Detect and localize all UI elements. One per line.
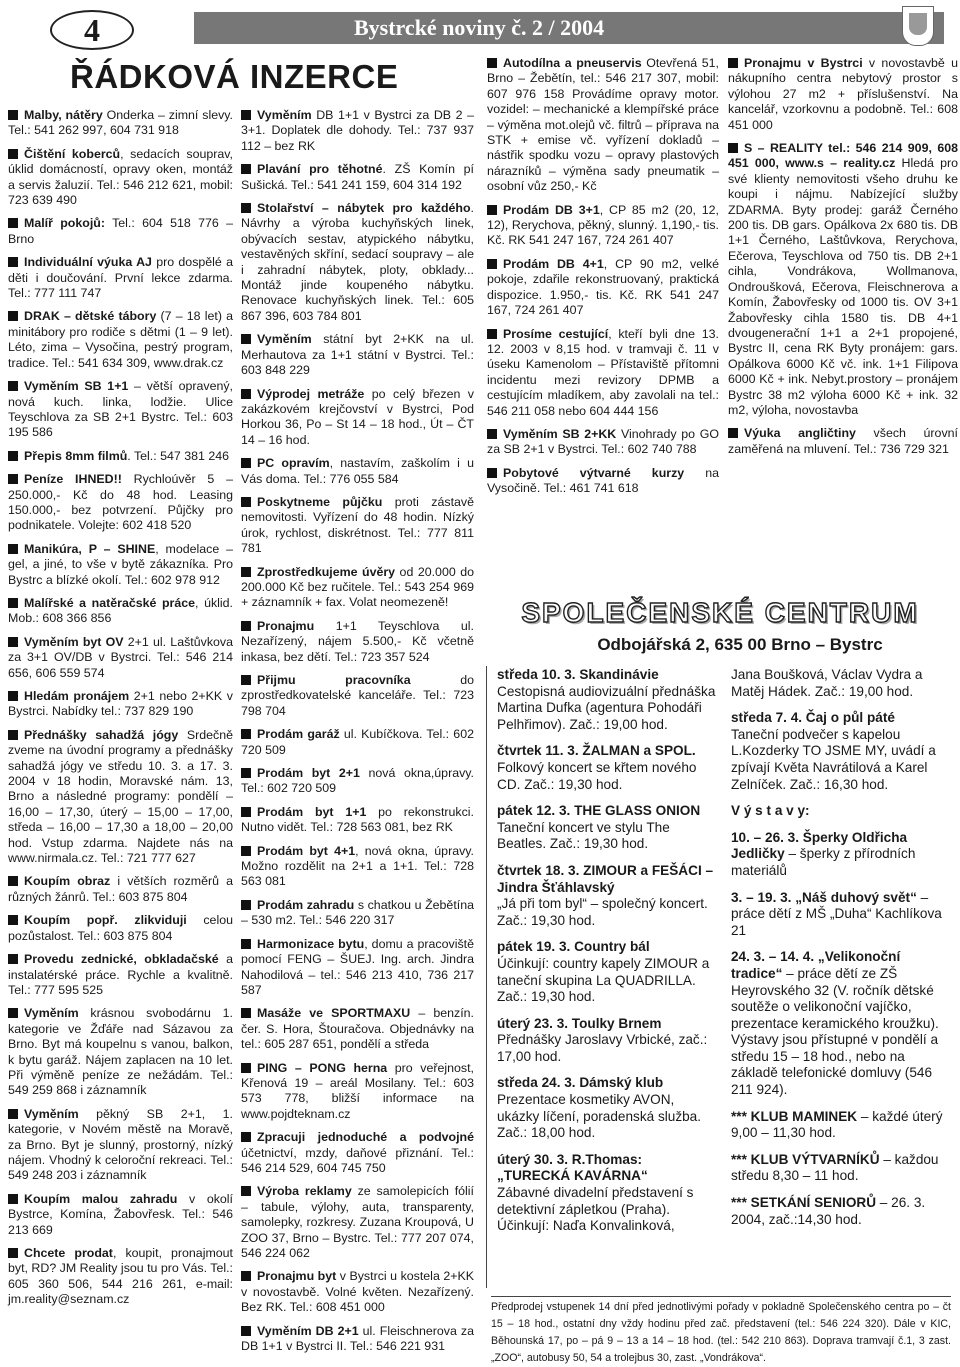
bullet-square-icon <box>487 259 497 269</box>
classified-ad <box>241 456 474 487</box>
ad-headline: Provedu zednické, obkladačské <box>24 952 219 967</box>
event-heading: 3. – 19. 3. „Náš duhový svět“ <box>731 889 917 905</box>
bullet-square-icon <box>241 389 251 399</box>
bullet-square-icon <box>8 1109 18 1119</box>
event-heading: středa 7. 4. Čaj o půl páté <box>731 710 895 726</box>
bullet-square-icon <box>241 621 251 631</box>
bullet-square-icon <box>8 311 18 321</box>
event-item <box>731 803 953 820</box>
ad-body: od 20.000 do 200.000 Kč bez ručitele. Tel.: 543 254 969 + záznamník + fax. Volat neomezeně! <box>241 564 474 610</box>
bullet-square-icon <box>8 110 18 120</box>
event-heading: středa 24. 3. Dámský klub <box>497 1075 664 1091</box>
ad-headline: Přepis 8mm filmů <box>24 448 128 463</box>
ad-headline: Výuka angličtiny <box>744 426 856 441</box>
classified-ad <box>241 937 474 999</box>
ad-headline: Plavání pro těhotné <box>257 162 383 177</box>
ad-headline: Vyměním byt OV <box>24 634 124 649</box>
ad-body: , nová okna, úpravy. Možno rozdělit na 2+1 a 1+1. Tel.: 728 563 081 <box>241 843 474 889</box>
bullet-square-icon <box>241 110 251 120</box>
event-text: Cestopisná audiovizuální přednáška Martina Dufka (agentura Pohodáři Pelhřimov). Zač.: 19,00 hod. <box>497 683 716 732</box>
ad-headline: Pobytové výtvarné kurzy <box>503 465 685 480</box>
ad-body: a instalatérské práce. Rychle a kvalitně. Tel.: 777 595 525 <box>8 952 233 997</box>
event-text: – práce dětí ze ZŠ Heyrovského 32 (V. ročník dětské soutěže o velikonoční vajíčko, prezentace keramického kroužku). Výstavy jsou přístupné v pondělí a středu 15 – 18 hod., nebo na základě telefonické domluvy (546 211 924). <box>731 965 939 1098</box>
ad-body: Srdečně zveme na úvodní programy a přednášky sahadžá jógy ve středu 10. 3. a 17. 3. 2004 v 18 hodin, Moravské nám. 13, Brno a následné programy: pondělí – 16,00 – 17,30, úterý – 15,00 – 17,00, středa – 16,00 – 17,30 a 18,00 – 20,00 hod. Vstup zdarma. Najdete nás na www.nirmala.cz. Tel.: 721 777 627 <box>8 727 233 866</box>
ad-headline: Pronajmu v Bystrci <box>744 56 863 70</box>
ad-body: ul. Kubíčkova. Tel.: 602 720 509 <box>241 727 474 757</box>
event-heading: pátek 12. 3. THE GLASS ONION <box>497 803 701 819</box>
classified-ad <box>487 427 719 458</box>
ad-headline: Prodám DB 3+1 <box>503 202 600 217</box>
bullet-square-icon <box>8 1194 18 1204</box>
ad-headline: Manikúra, P – SHINE <box>24 541 156 556</box>
bullet-square-icon <box>241 497 251 507</box>
classified-ad <box>8 449 233 464</box>
ad-headline: Chcete prodat <box>24 1246 113 1260</box>
ad-body: . ZŠ Komín pí Sušická. Tel.: 541 241 159, 604 314 192 <box>241 162 474 192</box>
classified-ad <box>241 1269 474 1315</box>
bullet-square-icon <box>487 429 497 439</box>
ad-headline: Malířské a natěračské práce <box>24 595 196 610</box>
classified-ad <box>8 147 233 209</box>
ad-body: , CP 90 m2, velké pokoje, zdařile rekonstruovaný, praktická dispozice. 1.950,- tis. Kč. RK 541 247 167, 724 261 407 <box>487 256 719 318</box>
bullet-square-icon <box>241 1063 251 1073</box>
ad-body: Otevřená 51, Brno – Žebětín, tel.: 546 217 307, mobil: 607 976 158 Provádíme opravy motor. vozidel: – mechanické a klempířské práce – výměna mot.olejů vč. filtrů – příprava na STK + emise vč. vyřízení dokladů – nástřik spodku vozu – opravy plastových nárazníků – výměna sady pneumatik – osobní vůz 250,- Kč <box>487 56 719 194</box>
ad-headline: Hledám pronájem <box>24 689 130 703</box>
bullet-square-icon <box>241 1132 251 1142</box>
classified-ad <box>241 1130 474 1176</box>
event-item <box>497 803 719 853</box>
bullet-square-icon <box>241 1008 251 1018</box>
event-heading: *** KLUB MAMINEK <box>731 1108 858 1124</box>
centrum-address: Odbojářská 2, 635 00 Brno – Bystrc <box>597 635 883 654</box>
classified-ad <box>8 689 233 720</box>
event-item <box>731 890 953 940</box>
event-text: Prezentace kosmetiky AVON, ukázky líčení, poradenská služba. Zač.: 18,00 hod. <box>497 1092 702 1141</box>
ad-headline: Individuální výuka AJ <box>24 255 152 270</box>
ad-body: , CP 85 m2 (20, 12, 12), Rerychova, pěkný, slunný. 1,190,- tis. Kč. RK 541 247 167, 724 261 407 <box>487 202 719 248</box>
event-item <box>731 830 953 880</box>
classified-ad <box>241 332 474 378</box>
ad-body: , sedacích souprav, úklid domácností, opravy oken, montáž a servis žaluzií. Tel.: 546 212 621, mobil: 723 639 490 <box>8 146 233 208</box>
ad-body: po rekonstrukci. Nutno vidět. Tel.: 728 563 081, bez RK <box>241 804 474 835</box>
event-item <box>731 1152 953 1185</box>
classified-ad <box>241 201 474 324</box>
bullet-square-icon <box>241 729 251 739</box>
events-right <box>731 667 953 1238</box>
event-text: Jana Boušková, Václav Vydra a Matěj Hádek. Zač.: 19,00 hod. <box>731 667 923 699</box>
event-heading: čtvrtek 18. 3. ZIMOUR a FEŠÁCI – Jindra Šťáhlavský <box>497 862 714 895</box>
bullet-square-icon <box>241 203 251 213</box>
bullet-square-icon <box>241 846 251 856</box>
bullet-square-icon <box>8 915 18 925</box>
ad-body: 1+1 Teyschlova ul. Nezařízený, nájem 5.500,- Kč včetně inkasa, bez dětí. Tel.: 723 357 524 <box>241 618 474 664</box>
event-item <box>497 667 719 733</box>
centrum-title: SPOLEČENSKÉ CENTRUM <box>521 597 919 628</box>
ad-body: 2+1 nebo 2+KK v Bystrci. Nabídky tel.: 737 829 190 <box>8 689 233 719</box>
ad-headline: Poskytneme půjčku <box>257 494 383 509</box>
bullet-square-icon <box>8 598 18 608</box>
bullet-square-icon <box>728 143 738 153</box>
bullet-square-icon <box>241 1326 251 1336</box>
ad-headline: Vyměním DB 2+1 <box>257 1323 359 1338</box>
page-header <box>16 10 944 46</box>
bullet-square-icon <box>241 458 251 468</box>
ad-body: DB 1+1 v Bystrci za DB 2 – 3+1. Doplatek dle dohody. Tel.: 737 937 112 – bez RK <box>241 108 474 153</box>
ad-headline: Masáže ve SPORTMAXU <box>257 1006 411 1021</box>
event-item <box>497 1152 719 1235</box>
bullet-square-icon <box>8 691 18 701</box>
ad-headline: Vyměním <box>24 1106 79 1121</box>
ads-column-1 <box>8 108 233 1316</box>
event-item <box>731 1109 953 1142</box>
event-heading: čtvrtek 11. 3. ŽALMAN a SPOL. <box>497 743 696 759</box>
classified-ad <box>487 203 719 249</box>
classified-ad <box>8 1006 233 1098</box>
event-heading: pátek 19. 3. Country bál <box>497 939 650 955</box>
ad-headline: Vyměním <box>24 1006 79 1021</box>
classified-ad <box>241 1006 474 1052</box>
classified-ad <box>8 874 233 905</box>
event-item <box>731 949 953 1098</box>
ad-body: Rychloúvěr 5 – 250.000,- Kč do 48 hod. Leasing 150.000,- bez potvrzení. Půjčky pro podnikatele. Volejte: 602 418 520 <box>8 472 234 533</box>
bullet-square-icon <box>8 474 18 484</box>
ad-body: s chatkou u Žebětína – 530 m2. Tel.: 546 220 317 <box>241 897 474 928</box>
ad-headline: Peníze IHNED!! <box>24 472 122 487</box>
bullet-square-icon <box>8 544 18 554</box>
bullet-square-icon <box>241 675 251 685</box>
ad-body: celou pozůstalost. Tel.: 603 875 804 <box>8 913 233 943</box>
event-text: „Já při tom byl“ – společný koncert. Zač.: 19,30 hod. <box>497 896 708 928</box>
classified-ad <box>241 387 474 449</box>
ad-headline: Zpracuji jednoduché a podvojné <box>257 1130 474 1145</box>
event-text: Účinkují: country kapely ZIMOUR a taneční skupina La QUADRILLA. Zač.: 19,30 hod. <box>497 955 710 1005</box>
ad-body: . Tel.: 547 381 246 <box>127 448 230 463</box>
ad-headline: Vyměním <box>257 108 312 122</box>
bullet-square-icon <box>728 58 738 68</box>
ad-body: ze samolepicích fólií – tabule, výlohy, auta, transparenty, samolepky, rozkresy. Zuzana Kroupová, U ZOO 37, Brno – Bystrc. Tel.: 777 207 074, 546 224 062 <box>241 1184 474 1260</box>
classified-ad <box>728 141 958 418</box>
ad-body: nová okna,úpravy. Tel.: 602 720 509 <box>241 766 474 796</box>
ad-body: všech úrovní zaměřená na mluvení. Tel.: 736 729 321 <box>728 426 958 456</box>
ad-headline: PC opravím <box>257 456 330 471</box>
bullet-square-icon <box>8 637 18 647</box>
classified-ad <box>8 728 233 867</box>
event-text: – práce dětí z MŠ „Duha“ Kachlíkova 21 <box>731 889 942 938</box>
bullet-square-icon <box>8 451 18 461</box>
ad-body: ul. Fleischnerova za DB 1+1 v Bystrci II. Tel.: 546 221 931 <box>241 1323 474 1354</box>
ad-body: v novostavbě u nákupního centra nebytový prostor s výlohou 27 m2 + příslušenství. Na kancelář, vzorkovnu a podobně. Tel.: 608 451 000 <box>728 56 958 132</box>
section-title: ŘÁDKOVÁ INZERCE <box>70 58 399 95</box>
ad-body: , modelace – gel, a jiné, to vše v bytě zákazníka. Pro Bystrc a blízké okolí. Tel.: 602 978 912 <box>8 541 233 587</box>
event-text: Taneční podvečer s kapelou L.Kozderky TO JSME MY, uvádí a zpívají Květa Navrátilová a Karel Zelníček. Zač.: 16,30 hod. <box>731 726 936 792</box>
bullet-square-icon <box>241 164 251 174</box>
event-heading: *** SETKÁNÍ SENIORŮ <box>731 1195 877 1211</box>
bullet-square-icon <box>8 1008 18 1018</box>
ads-column-2 <box>241 108 474 1362</box>
ad-headline: PING – PONG herna <box>257 1060 388 1075</box>
ad-headline: Koupím popř. zlikviduji <box>24 913 187 928</box>
bullet-square-icon <box>8 257 18 267</box>
bullet-square-icon <box>487 468 497 478</box>
ad-body: (7 – 18 let) a minitábory pro rodiče s dětmi (1 – 9 let). Léto, zima – Vysočina, pestrý program, tradice. Tel.: 541 634 309, www.drak.cz <box>8 309 234 370</box>
event-text: – šperky z přírodních materiálů <box>731 846 916 878</box>
ad-body: státní byt 2+KK na ul. Merhautova za 1+1 státní v Bystrci. Tel.: 603 848 229 <box>241 332 474 378</box>
ad-headline: Zprostředkujeme úvěry <box>257 564 396 579</box>
bullet-square-icon <box>728 428 738 438</box>
classified-ad <box>241 1184 474 1261</box>
classified-ad <box>241 1324 474 1355</box>
classified-ad <box>241 673 474 719</box>
ad-body: po celý březen v zakázkovém krejčovství v Bystrci, Pod Horkou 36, Po – St 14 – 18 hod., Út – ČT 14 – 16 hod. <box>241 386 475 447</box>
classified-ad <box>241 1061 474 1123</box>
ad-body: do zprostředkovatelské kanceláře. Tel.: 723 798 704 <box>241 673 474 718</box>
bullet-square-icon <box>241 768 251 778</box>
ad-body: , kteří byli dne 13. 12. 2003 v 8,15 hod. v tramvaji č. 11 v úseku Kamenolom – Přístaviště přítomni incidentu mezi revizory DPMB a cestujícím mladíkem, aby zavolali na tel.: 546 211 058 nebo 604 444 156 <box>487 326 719 418</box>
classified-ad <box>8 1192 233 1238</box>
ad-body: , úklid. Mob.: 608 366 856 <box>8 595 233 626</box>
ad-headline: Čištění koberců <box>24 146 121 161</box>
ad-headline: Přednášky sahadžá jógy <box>24 727 179 742</box>
classified-ad <box>241 162 474 193</box>
ad-headline: Výprodej metráže <box>257 386 365 401</box>
event-item <box>731 710 953 793</box>
ad-body: pro veřejnost, Křenová 19 – areál Mosilany. Tel.: 603 573 778, bližší informace na www.pojdteknam.cz <box>241 1060 474 1121</box>
ad-body: – benzín. čer. S. Hora, Štouračova. Objednávky na tel.: 605 287 651, pondělí a středa <box>241 1006 474 1052</box>
bullet-square-icon <box>241 1271 251 1281</box>
bullet-square-icon <box>241 1186 251 1196</box>
classified-ad <box>728 56 958 133</box>
ad-body: na Vysočině. Tel.: 461 741 618 <box>487 465 720 496</box>
classified-ad <box>8 108 233 139</box>
classified-ad <box>8 596 233 627</box>
bullet-square-icon <box>241 939 251 949</box>
ad-headline: Stolařství – nábytek pro každého <box>257 201 471 216</box>
ad-body: 2+1 ul. Laštůvkova za 3+1 OV/DB v Bystrci. Tel.: 546 214 656, 606 559 574 <box>8 634 233 680</box>
classified-ad <box>8 216 233 247</box>
bullet-square-icon <box>8 218 18 228</box>
ad-headline: Prodám DB 4+1 <box>503 256 604 271</box>
page-number: 4 <box>50 10 134 50</box>
bullet-square-icon <box>487 205 497 215</box>
classified-ad <box>241 898 474 929</box>
classified-ad <box>8 952 233 998</box>
event-text: Taneční koncert ve stylu The Beatles. Zač.: 19,30 hod. <box>497 819 670 852</box>
ad-headline: Malby, nátěry <box>24 108 103 122</box>
classified-ad <box>241 844 474 890</box>
classified-ad <box>241 619 474 665</box>
event-heading: 24. 3. – 14. 4. „Velikonoční tradice“ <box>731 949 901 981</box>
ad-body: . Návrhy a výroba kuchyňských linek, obývacích sestav, atypického nábytku, vestavěných skříní, sedací soupravy – ale i zahradní nábytek, ploty, obklady... Montáž jinde koupeného nábytku. Renovace kuchyňských linek. Tel.: 605 867 396, 603 784 801 <box>241 201 474 323</box>
ad-headline: Harmonizace bytu <box>257 936 365 951</box>
classified-ad <box>728 426 958 457</box>
event-item <box>497 1016 719 1066</box>
classified-ad <box>8 913 233 944</box>
event-heading: úterý 30. 3. R.Thomas: „TURECKÁ KAVÁRNA“ <box>497 1151 648 1184</box>
ad-headline: Autodílna a pneuservis <box>503 56 642 70</box>
classified-ad <box>241 727 474 758</box>
ad-headline: Vyměním SB 2+KK <box>503 426 617 441</box>
event-text: Přednášky Jaroslavy Vrbické, zač.: 17,00 hod. <box>497 1032 708 1064</box>
bullet-square-icon <box>8 876 18 886</box>
bullet-square-icon <box>8 954 18 964</box>
bullet-square-icon <box>487 329 497 339</box>
classified-ad <box>487 257 719 319</box>
ad-headline: Koupím malou zahradu <box>24 1191 178 1206</box>
ad-body: , domu a pracoviště pomocí FENG – ŠUEJ. Ing. arch. Jindra Nahodilová – tel.: 546 213 410, 736 217 587 <box>241 936 474 997</box>
ad-headline: Pronajmu <box>257 618 315 633</box>
ad-body: účetnictví, mzdy, daňové přiznání. Tel.: 546 214 529, 604 745 750 <box>241 1145 474 1175</box>
bullet-square-icon <box>8 730 18 740</box>
bullet-square-icon <box>487 58 497 68</box>
ad-headline: Vyměním <box>257 332 312 347</box>
classified-ad <box>8 542 233 588</box>
event-item <box>731 667 953 700</box>
ad-headline: S – REALITY tel.: 546 214 909, 608 451 000, www.s – reality.cz <box>728 141 958 171</box>
ad-headline: Prosíme cestující <box>503 326 609 341</box>
event-heading: úterý 23. 3. Toulky Brnem <box>497 1015 662 1031</box>
column-divider <box>486 666 487 1288</box>
newspaper-title: Bystrcké noviny č. 2 / 2004 <box>354 15 605 40</box>
event-heading: V ý s t a v y: <box>731 803 810 819</box>
ad-body: i větších rozměrů a různých žánrů. Tel.: 603 875 804 <box>8 874 233 904</box>
event-heading: *** KLUB VÝTVARNÍKŮ <box>731 1151 880 1167</box>
ad-body: v Bystrci u kostela 2+KK v novostavbě. Volné květen. Nezařízený. Bez RK. Tel.: 608 451 000 <box>241 1269 475 1315</box>
bullet-square-icon <box>8 149 18 159</box>
ads-column-3 <box>487 56 719 505</box>
event-item <box>497 1075 719 1141</box>
bullet-square-icon <box>241 334 251 344</box>
event-item <box>731 1195 953 1228</box>
ad-body: pěkný SB 2+1, 1. kategorie, v Novém městě na Moravě, za Brno. Byt je slunný, prostorný, nízký nájem. Vhodný k celoroční rekreaci. Tel.: 549 248 203 i záznamník <box>8 1106 233 1183</box>
ad-headline: Prodám garáž <box>257 727 340 742</box>
ad-body: krásnou svobodárnu 1. kategorie ve Žďáře nad Sázavou za Brno. Byt má koupelnu s vanou, balkon, k bytu garáž. Nájem zaplacen na 10 let. Při výměně peníze ze nežádám. Tel.: 549 259 868 i záznamník <box>8 1006 233 1098</box>
classified-ad <box>8 635 233 681</box>
event-text: – každou středu 8,30 – 11 hod. <box>731 1151 939 1184</box>
ad-headline: Malíř pokojů: <box>24 216 105 231</box>
ad-headline: DRAK – dětské tábory <box>24 309 157 324</box>
classified-ad <box>241 766 474 797</box>
ad-headline: Prodám byt 2+1 <box>257 766 360 781</box>
ad-body: Vinohrady po GO za SB 2+1 v Bystrci. Tel.: 602 740 788 <box>487 426 719 457</box>
event-text: Folkový koncert se křtem nového CD. Zač.: 19,30 hod. <box>497 759 697 792</box>
classified-ad <box>8 1246 233 1308</box>
classified-ad <box>8 1107 233 1184</box>
event-item <box>497 863 719 929</box>
bullet-square-icon <box>241 807 251 817</box>
classified-ad <box>8 472 233 534</box>
ad-headline: Přijmu pracovníka <box>257 673 411 687</box>
centrum-footer: Předprodej vstupenek 14 dní před jednotlivými pořady v pokladně Společenského centra po – čt 15 – 18 hod., ostatní dny vždy hodinu před zač. představení (tel.: 546 224 320). Dále v KIC, Běhounská 17, po – pá 9 – 13 a 14 – 18 hod. (tel.: 542 210 863). Doprava tramvají č.1, 3 zast. „ZOO“, autobusy 50, 54 a trolejbus 30, zast. „Vondrákova“. <box>491 1296 951 1367</box>
event-text: – 26. 3. 2004, zač.:14,30 hod. <box>731 1195 926 1227</box>
bullet-square-icon <box>8 381 18 391</box>
coat-of-arms-icon <box>902 6 934 46</box>
ad-body: pro dospělé a děti i doučování. První lekce zdarma. Tel.: 777 111 747 <box>8 255 233 301</box>
ad-body: Onderka – zimní slevy. Tel.: 541 262 997, 604 731 918 <box>8 108 233 138</box>
bullet-square-icon <box>8 1248 18 1258</box>
bullet-square-icon <box>241 900 251 910</box>
event-text: Zábavné divadelní představení s detektivní zápletkou (Praha). Účinkují: Naďa Konvalinková, <box>497 1185 694 1234</box>
event-item <box>497 939 719 1005</box>
classified-ad <box>241 805 474 836</box>
classified-ad <box>8 379 233 441</box>
ad-headline: Prodám byt 4+1 <box>257 843 356 858</box>
ad-headline: Koupím obraz <box>24 874 111 889</box>
ad-body: , nastavím, zaškolím i u Vás doma. Tel.: 776 055 584 <box>241 456 474 486</box>
ad-body: Hledá pro své klienty nemovitosti všeho druhu ke koupi i nájmu. Nabízející služby ZDARMA. Byty prodej: garáž Černého 200 tis. DB gars. Opálkova 2x 680 tis. DB 1+1 Černého, Laštůvkova, Rerychova, Ečerova, Teyschlova od 750 tis. DB 2+1 cihla, Vondrákova, Wollmanova, Ondroušková, Ečerova, Fleischnerova a Komín, Žabovřesky od 1000 tis. OV 3+1 Žabovřesky cihla 1580 tis. DB 4+1 dvougenerační 1+1 a 2+1 propojené, Bystrc II, cena RK Byty pronájem: gars. Opálkova 6000 Kč vč. ink. 1+1 Filipova 6000 Kč + ink. Nebyt.prostory – pronájem Bystrc 38 m2 výloha 6000 Kč + ink. 32 m2, výloha, novostavba <box>728 156 959 417</box>
ad-body: , koupit, pronajmout byt, RD? JM Reality jsou tu pro Vás. Tel.: 605 360 506, 544 216 261, e-mail: jm.reality@seznam.cz <box>8 1246 234 1307</box>
classified-ad <box>487 327 719 419</box>
ads-column-4 <box>728 56 958 465</box>
ad-body: Tel.: 604 518 776 – Brno <box>8 216 233 246</box>
event-item <box>497 743 719 793</box>
classified-ad <box>487 56 719 195</box>
events-left <box>497 667 719 1245</box>
newspaper-band <box>194 12 944 44</box>
ad-headline: Výroba reklamy <box>257 1184 352 1199</box>
ad-headline: Prodám zahradu <box>257 897 355 912</box>
ad-body: – větší opravený, nová kuch. linka, lodžie. Ulice Teyschlova za SB 2+1 Bystrc. Tel.: 603 195 586 <box>8 379 233 440</box>
classified-ad <box>8 255 233 301</box>
classified-ad <box>241 565 474 611</box>
ad-headline: Vyměním SB 1+1 <box>24 379 129 394</box>
ad-body: v okolí Bystrce, Komína, Žabovřesk. Tel.: 546 213 669 <box>8 1191 233 1237</box>
bullet-square-icon <box>241 567 251 577</box>
event-heading: 10. – 26. 3. Šperky Oldřicha Jedličky <box>731 829 908 862</box>
classified-ad <box>487 466 719 497</box>
classified-ad <box>241 108 474 154</box>
classified-ad <box>8 309 233 371</box>
ad-body: proti zástavě nemovitosti. Vyřízení do 48 hodin. Nízký úrok, rychlost, diskrétnost. Tel.: 777 811 781 <box>241 494 474 556</box>
ad-headline: Pronajmu byt <box>257 1269 337 1284</box>
ad-headline: Prodám byt 1+1 <box>257 804 367 819</box>
event-text: – každé úterý 9,00 – 11,30 hod. <box>731 1108 943 1141</box>
classified-ad <box>241 495 474 557</box>
event-heading: středa 10. 3. Skandinávie <box>497 667 659 682</box>
